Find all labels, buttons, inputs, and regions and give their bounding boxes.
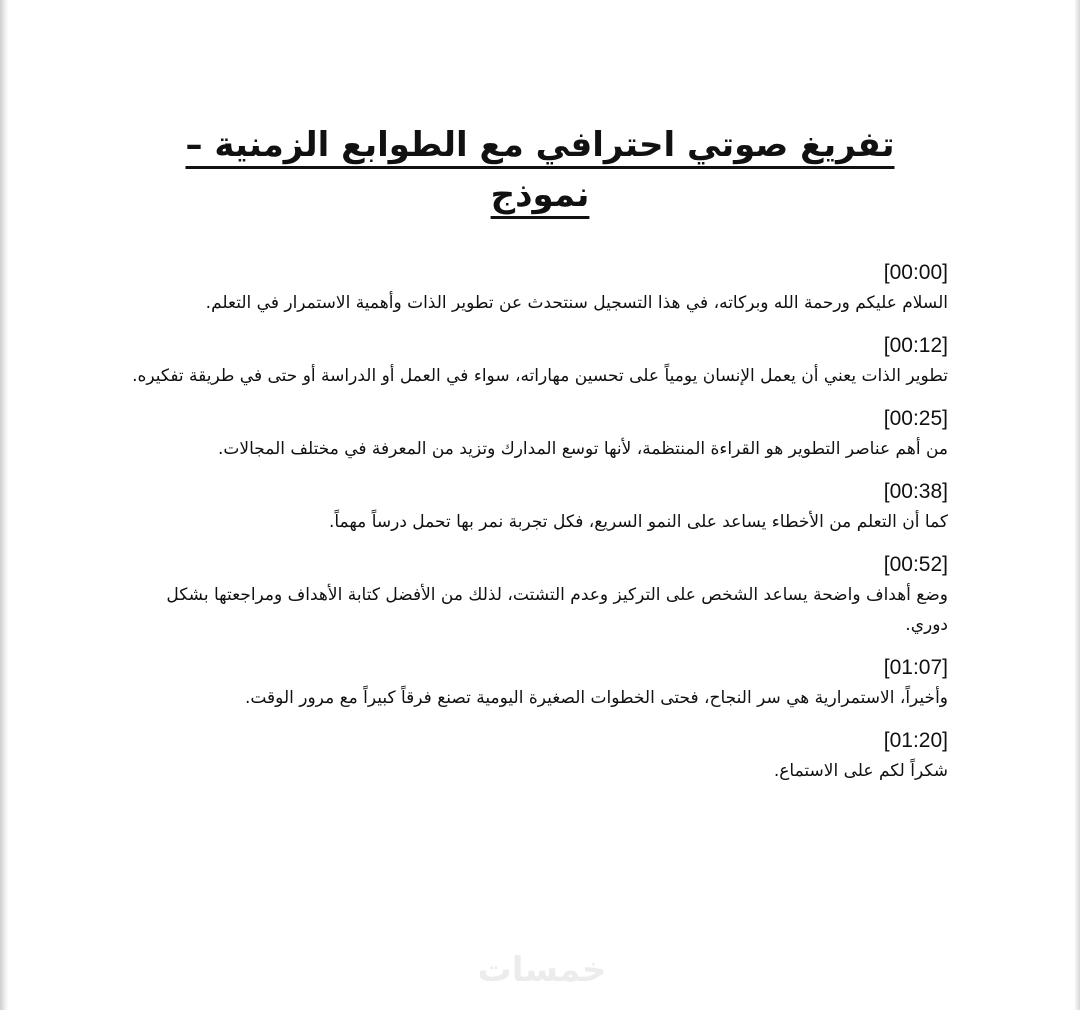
entry-timestamp: [01:07] bbox=[883, 656, 948, 679]
entry-text: من أهم عناصر التطوير هو القراءة المنتظمة، لأنها توسع المدارك وتزيد من المعرفة في مختلف المجالات. bbox=[217, 439, 948, 459]
entry-text: كما أن التعلم من الأخطاء يساعد على النمو السريع، فكل تجربة نمر بها تحمل درساً مهماً. bbox=[328, 512, 948, 532]
watermark-logo: خمسات bbox=[477, 950, 607, 990]
entry-timestamp: [00:38] bbox=[883, 480, 948, 503]
entry-timestamp: [00:12] bbox=[883, 334, 948, 357]
page-edge-shadow bbox=[0, 0, 8, 1010]
transcript-entry bbox=[130, 726, 948, 786]
entry-text: شكراً لكم على الاستماع. bbox=[773, 761, 948, 781]
entry-text: تطوير الذات يعني أن يعمل الإنسان يومياً على تحسين مهاراته، سواء في العمل أو الدراسة أو حتى في طريقة تفكيره. bbox=[132, 366, 948, 386]
transcript-entry bbox=[130, 653, 948, 713]
transcript-body bbox=[130, 258, 948, 799]
entry-timestamp: [00:52] bbox=[883, 553, 948, 576]
page-edge-shadow-right bbox=[1074, 0, 1080, 1010]
entry-text: وأخيراً، الاستمرارية هي سر النجاح، فحتى الخطوات الصغيرة اليومية تصنع فرقاً كبيراً مع مرور الوقت. bbox=[244, 688, 948, 708]
document-title: تفريغ صوتي احترافي مع الطوابع الزمنية – نموذج bbox=[185, 125, 895, 215]
entry-text: وضع أهداف واضحة يساعد الشخص على التركيز وعدم التشتت، لذلك من الأفضل كتابة الأهداف ومراجعتها بشكل دوري. bbox=[166, 585, 948, 635]
entry-text: السلام عليكم ورحمة الله وبركاته، في هذا التسجيل سنتحدث عن تطوير الذات وأهمية الاستمرار في التعلم. bbox=[205, 293, 948, 313]
transcript-entry bbox=[130, 550, 948, 640]
transcript-entry bbox=[130, 404, 948, 464]
transcript-entry bbox=[130, 258, 948, 318]
transcript-entry bbox=[130, 477, 948, 537]
entry-timestamp: [01:20] bbox=[883, 729, 948, 752]
transcript-entry bbox=[130, 331, 948, 391]
entry-timestamp: [00:25] bbox=[883, 407, 948, 430]
entry-timestamp: [00:00] bbox=[883, 261, 948, 284]
